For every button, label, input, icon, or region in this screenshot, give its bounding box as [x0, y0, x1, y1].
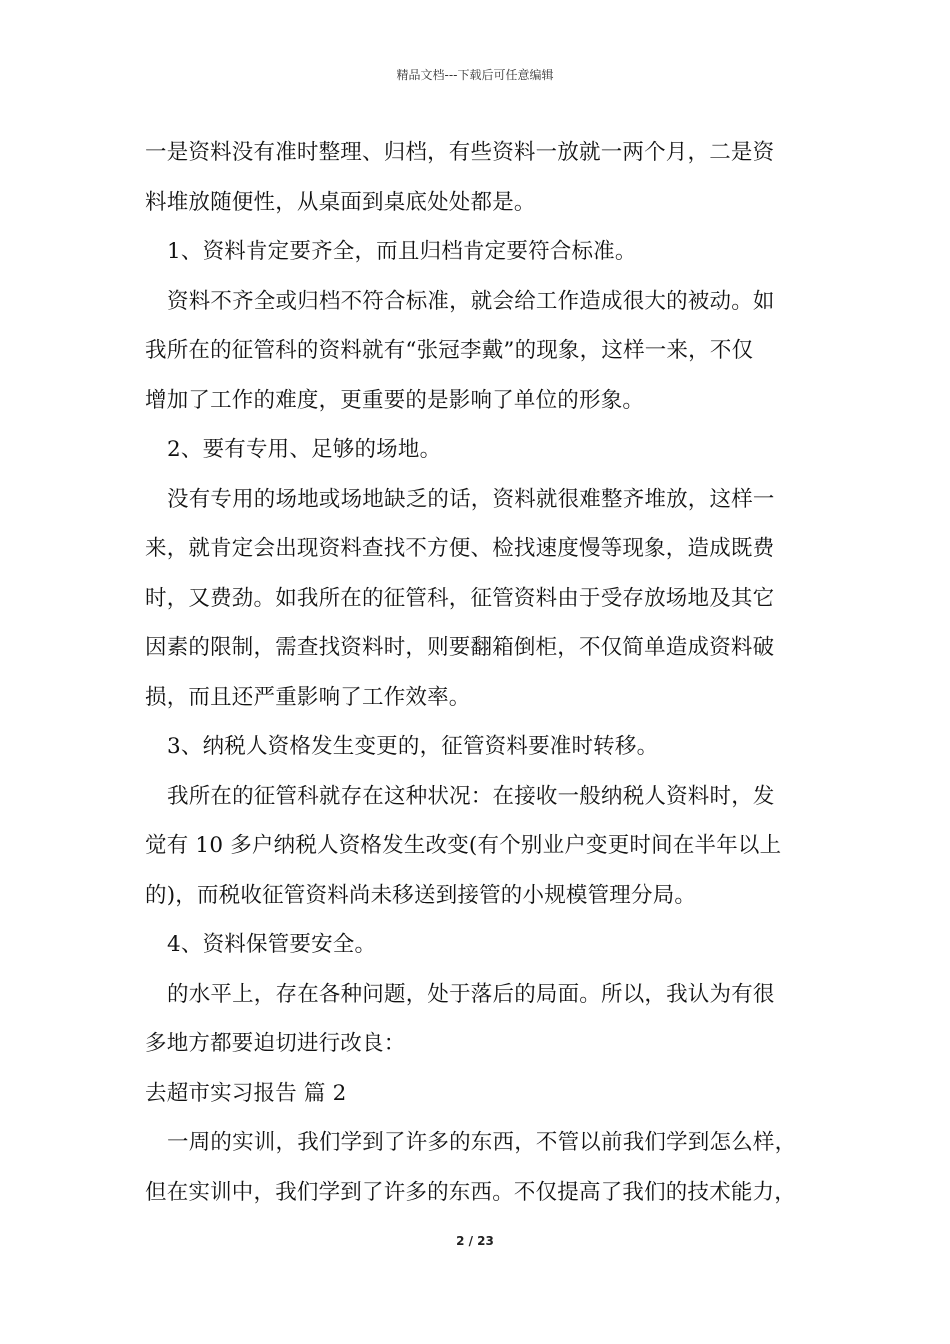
paragraph-line: 来，就肯定会出现资料查找不方便、检找速度慢等现象，造成既费 — [145, 536, 775, 561]
paragraph-line: 一是资料没有准时整理、归档，有些资料一放就一两个月，二是资 — [145, 140, 775, 165]
paragraph-line: 没有专用的场地或场地缺乏的话，资料就很难整齐堆放，这样一 — [167, 486, 775, 512]
paragraph-line: 我所在的征管科的资料就有“张冠李戴”的现象，这样一来，不仅 — [145, 338, 754, 363]
paragraph-line: 我所在的征管科就存在这种状况：在接收一般纳税人资料时，发 — [167, 783, 775, 809]
paragraph-line: 觉有 10 多户纳税人资格发生改变(有个别业户变更时间在半年以上 — [145, 833, 782, 858]
paragraph-line: 的)，而税收征管资料尚未移送到接管的小规模管理分局。 — [145, 882, 697, 908]
paragraph-line: 资料不齐全或归档不符合标准，就会给工作造成很大的被动。如 — [167, 288, 775, 314]
paragraph-line: 一周的实训，我们学到了许多的东西，不管以前我们学到怎么样， — [167, 1130, 797, 1155]
paragraph-line: 的水平上，存在各种问题，处于落后的局面。所以，我认为有很 — [167, 981, 775, 1007]
paragraph-line: 损，而且还严重影响了工作效率。 — [145, 684, 471, 710]
paragraph-line: 因素的限制，需查找资料时，则要翻箱倒柜，不仅简单造成资料破 — [145, 635, 775, 660]
list-item-heading: 1、资料肯定要齐全，而且归档肯定要符合标准。 — [167, 239, 637, 264]
list-item-heading: 3、纳税人资格发生变更的，征管资料要准时转移。 — [167, 734, 659, 759]
page-number: 2 / 23 — [456, 1234, 494, 1248]
list-item-heading: 4、资料保管要安全。 — [167, 932, 377, 957]
page-header: 精品文档---下载后可任意编辑 — [396, 68, 554, 82]
list-item-heading: 2、要有专用、足够的场地。 — [167, 437, 442, 462]
paragraph-line: 料堆放随便性，从桌面到桌底处处都是。 — [145, 189, 536, 215]
body-text — [145, 128, 810, 1217]
paragraph-line: 时，又费劲。如我所在的征管科，征管资料由于受存放场地及其它 — [145, 585, 775, 611]
section-title: 去超市实习报告 篇 2 — [145, 1080, 347, 1106]
paragraph-line: 增加了工作的难度，更重要的是影响了单位的形象。 — [145, 387, 645, 413]
paragraph-line: 多地方都要迫切进行改良： — [145, 1031, 406, 1056]
paragraph-line: 但在实训中，我们学到了许多的东西。不仅提高了我们的技术能力， — [145, 1179, 797, 1205]
